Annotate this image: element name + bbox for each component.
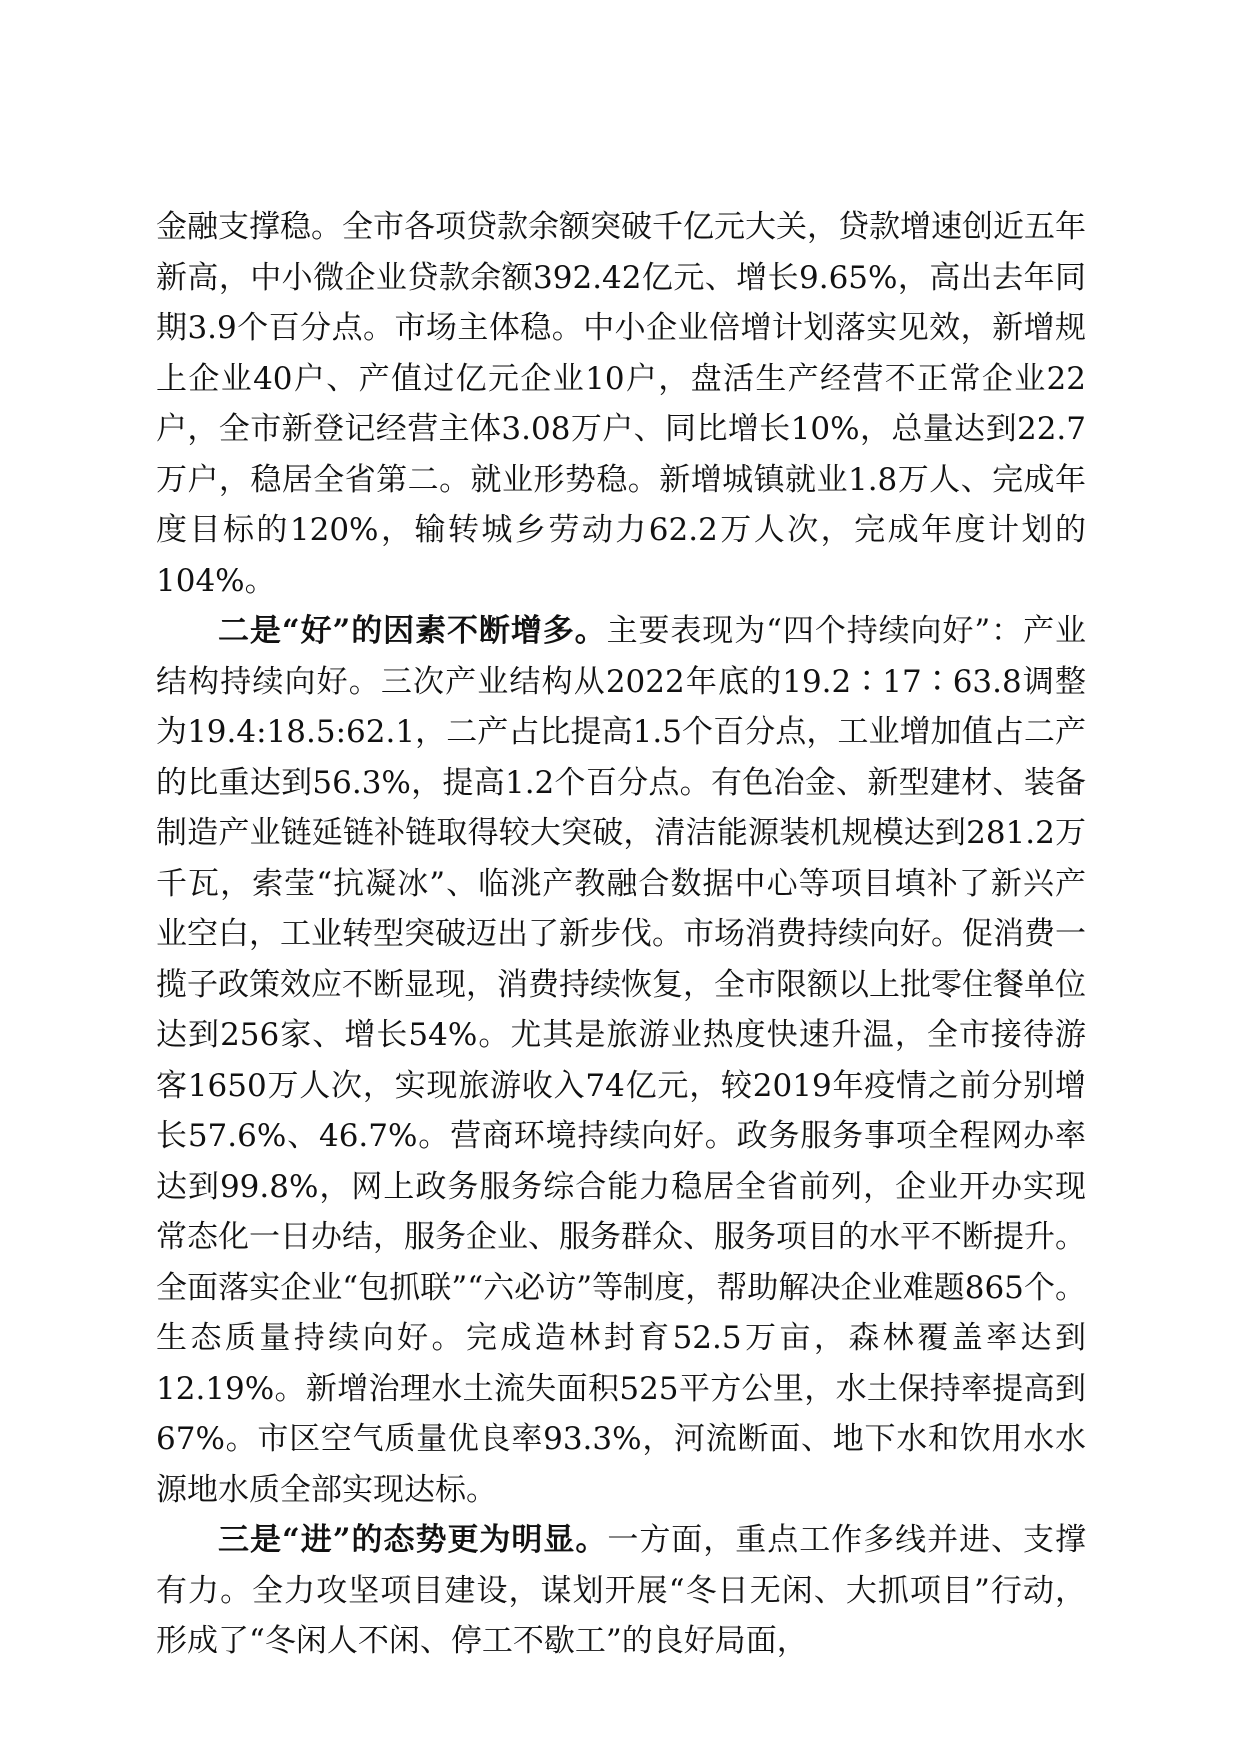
paragraph-financial-support [156, 202, 1086, 606]
paragraph-text: 金融支撑稳。全市各项贷款余额突破千亿元大关，贷款增速创近五年新高，中小微企业贷款余额392.42亿元、增长9.65%，高出去年同期3.9个百分点。市场主体稳。中小企业倍增计划落实见效，新增规上企业40户、产值过亿元企业10户，盘活生产经营不正常企业22户，全市新登记经营主体3.08万户、同比增长10%，总量达到22.7万户，稳居全省第二。就业形势稳。新增城镇就业1.8万人、完成年度目标的120%，输转城乡劳动力62.2万人次，完成年度计划的104%。 [156, 209, 1086, 599]
document-body [156, 202, 1086, 1667]
paragraph-progress-trend [156, 1515, 1086, 1667]
paragraph-text: 主要表现为“四个持续向好”：产业结构持续向好。三次产业结构从2022年底的19.2∶17∶63.8调整为19.4:18.5:62.1，二产占比提高1.5个百分点，工业增加值占二产的比重达到56.3%，提高1.2个百分点。有色冶金、新型建材、装备制造产业链延链补链取得较大突破，清洁能源装机规模达到281.2万千瓦，索莹“抗凝冰”、临洮产教融合数据中心等项目填补了新兴产业空白，工业转型突破迈出了新步伐。市场消费持续向好。促消费一揽子政策效应不断显现，消费持续恢复，全市限额以上批零住餐单位达到256家、增长54%。尤其是旅游业热度快速升温，全市接待游客1650万人次，实现旅游收入74亿元，较2019年疫情之前分别增长57.6%、46.7%。营商环境持续向好。政务服务事项全程网办率达到99.8%，网上政务服务综合能力稳居全省前列，企业开办实现常态化一日办结，服务企业、服务群众、服务项目的水平不断提升。全面落实企业“包抓联”“六必访”等制度，帮助解决企业难题865个。生态质量持续向好。完成造林封育52.5万亩，森林覆盖率达到12.19%。新增治理水土流失面积525平方公里，水土保持率提高到67%。市区空气质量优良率93.3%，河流断面、地下水和饮用水水源地水质全部实现达标。 [156, 613, 1086, 1508]
paragraph-good-factors [156, 606, 1086, 1515]
paragraph-lead-heading: 三是“进”的态势更为明显。 [218, 1522, 608, 1558]
paragraph-lead-heading: 二是“好”的因素不断增多。 [218, 613, 607, 649]
paragraph-text: 一方面，重点工作多线并进、支撑有力。全力攻坚项目建设，谋划开展“冬日无闲、大抓项目”行动，形成了“冬闲人不闲、停工不歇工”的良好局面， [156, 1522, 1086, 1659]
